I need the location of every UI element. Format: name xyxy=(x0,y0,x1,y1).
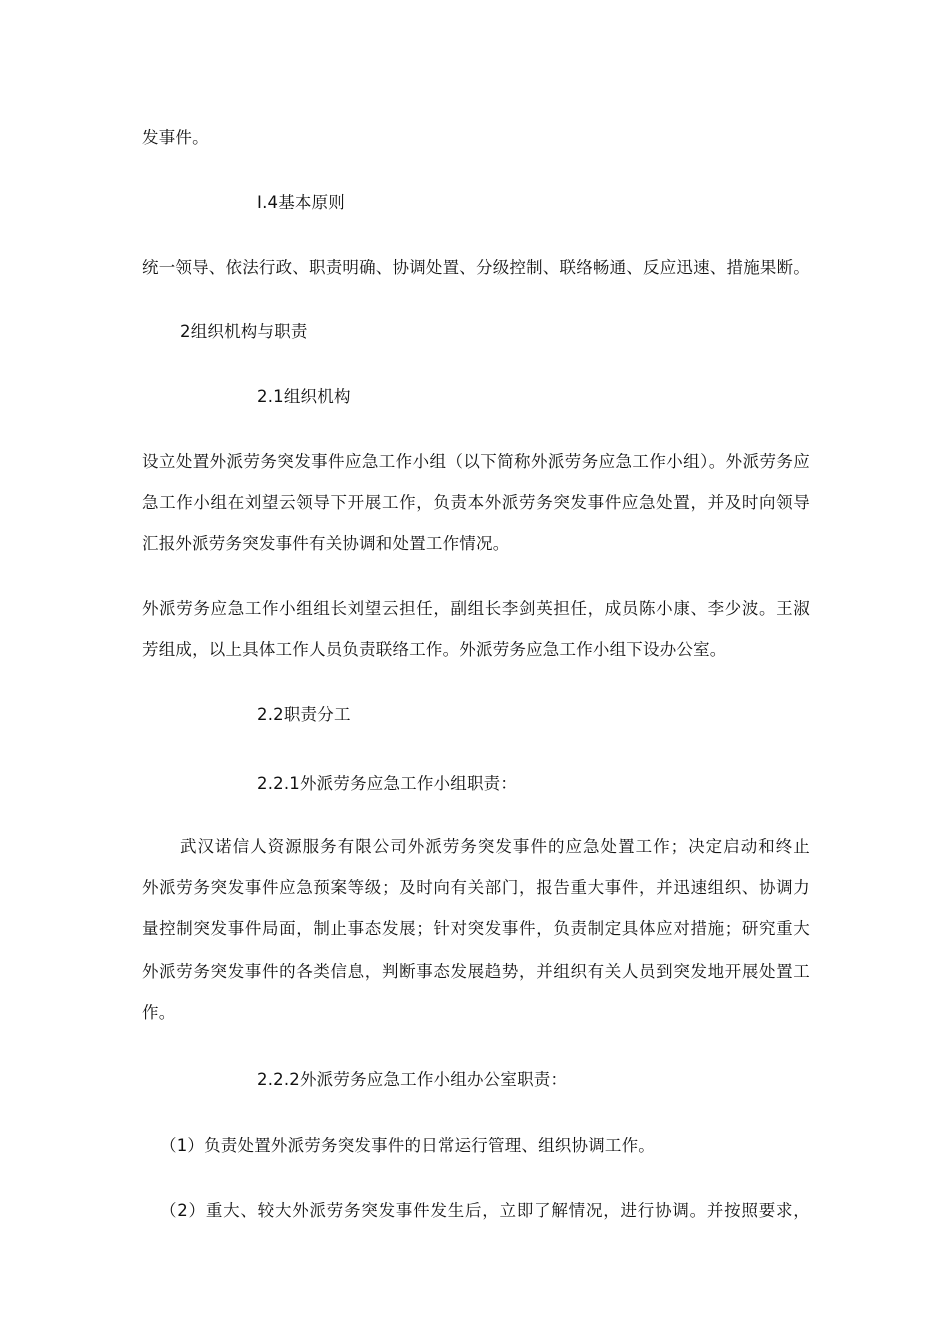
paragraph-line: 统一领导、依法行政、职责明确、协调处置、分级控制、联络畅通、反应迅速、措施果断。 xyxy=(142,258,810,277)
paragraph-line: 急工作小组在刘望云领导下开展工作，负责本外派劳务突发事件应急处置，并及时向领导 xyxy=(142,493,810,512)
paragraph-line: 武汉诺信人资源服务有限公司外派劳务突发事件的应急处置工作；决定启动和终止 xyxy=(180,837,810,856)
section-heading-2-2: 2.2职责分工 xyxy=(257,705,351,724)
section-heading-2-1: 2.1组织机构 xyxy=(257,387,351,406)
section-heading-2-2-2: 2.2.2外派劳务应急工作小组办公室职责： xyxy=(257,1070,568,1089)
section-heading-1-4: Ⅰ.4基本原则 xyxy=(257,193,346,212)
section-heading-2: 2组织机构与职责 xyxy=(180,322,308,341)
list-item: （2）重大、较大外派劳务突发事件发生后，立即了解情况，进行协调。并按照要求， xyxy=(160,1201,810,1220)
paragraph-line: 量控制突发事件局面，制止事态发展；针对突发事件，负责制定具体应对措施；研究重大 xyxy=(142,919,810,938)
section-heading-2-2-1: 2.2.1外派劳务应急工作小组职责： xyxy=(257,774,518,793)
paragraph-line: 外派劳务突发事件应急预案等级；及时向有关部门，报告重大事件，并迅速组织、协调力 xyxy=(142,878,810,897)
paragraph-line: 外派劳务应急工作小组组长刘望云担任，副组长李剑英担任，成员陈小康、李少波。王淑 xyxy=(142,599,810,618)
list-item: （1）负责处置外派劳务突发事件的日常运行管理、组织协调工作。 xyxy=(160,1136,655,1155)
paragraph-line: 设立处置外派劳务突发事件应急工作小组（以下简称外派劳务应急工作小组）。外派劳务应 xyxy=(142,452,810,471)
paragraph-line: 外派劳务突发事件的各类信息，判断事态发展趋势，并组织有关人员到突发地开展处置工 xyxy=(142,962,810,981)
paragraph-line: 芳组成，以上具体工作人员负责联络工作。外派劳务应急工作小组下设办公室。 xyxy=(142,640,727,659)
paragraph-line: 发事件。 xyxy=(142,128,209,147)
paragraph-line: 汇报外派劳务突发事件有关协调和处置工作情况。 xyxy=(142,534,510,553)
paragraph-line: 作。 xyxy=(142,1003,176,1022)
